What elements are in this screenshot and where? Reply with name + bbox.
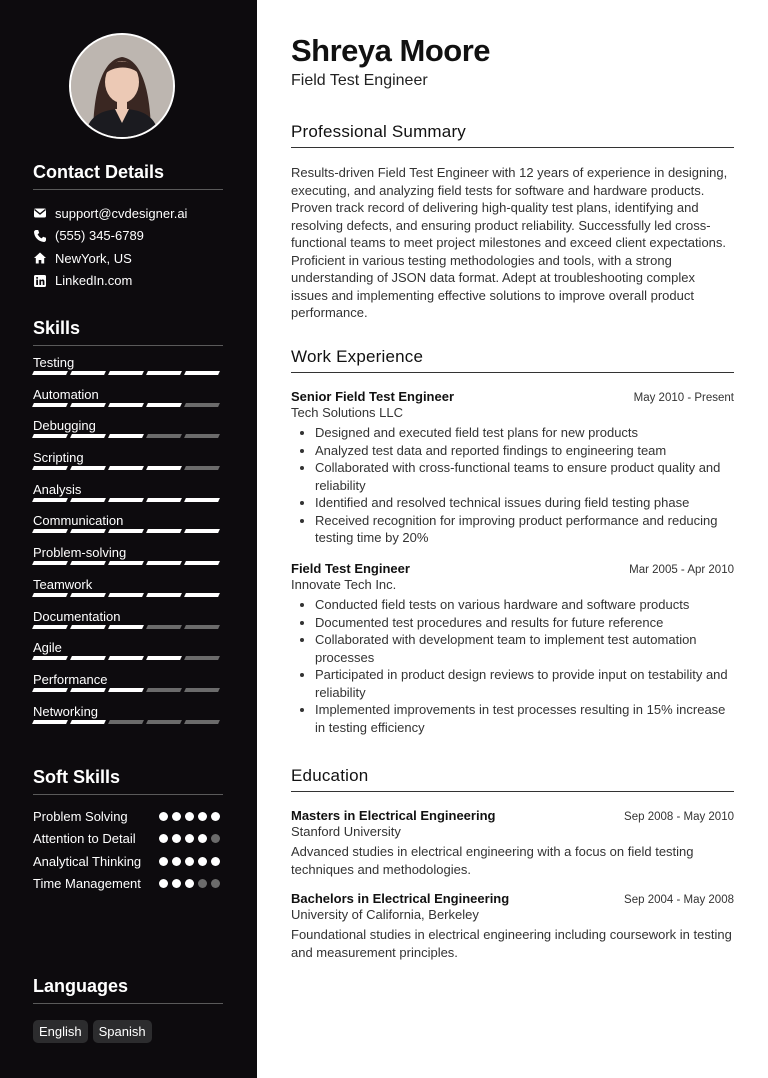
skill-name: Networking bbox=[33, 703, 99, 719]
job-bullet: • Designed and executed field test plans for new products bbox=[315, 424, 734, 442]
skill-level-segment bbox=[108, 688, 144, 692]
soft-skill-name: Attention to Detail bbox=[33, 831, 136, 846]
skill-level-segment bbox=[70, 561, 106, 565]
language-badge: Spanish bbox=[93, 1020, 152, 1043]
skill-level-bar bbox=[33, 498, 223, 502]
skill-item bbox=[33, 418, 223, 450]
skill-level-segment bbox=[108, 466, 144, 470]
skill-level-segment bbox=[146, 403, 182, 407]
soft-skill-item bbox=[33, 853, 223, 870]
skill-level-bar bbox=[33, 371, 223, 375]
summary-text: Results-driven Field Test Engineer with 12 years of experience in designing, executing, and analyzing field tests for software and hardware products. Proven track record of delivering high-quality test plans, identifying and resolving defects, and ensuring product reliability. Successfully led cross-functional teams to meet project milestones and exceed client expectations. Proficient in various testing methodologies and tools, with a strong understanding of JSON data format. Adept at troubleshooting complex issues and implementing effective solutions to improve overall product performance. bbox=[291, 165, 728, 320]
skill-level-segment bbox=[32, 561, 68, 565]
skill-level-segment bbox=[70, 371, 106, 375]
skill-level-segment bbox=[108, 403, 144, 407]
rating-dot bbox=[172, 879, 181, 888]
skill-level-segment bbox=[70, 720, 106, 724]
skill-level-segment bbox=[70, 434, 106, 438]
skill-level-bar bbox=[33, 434, 223, 438]
soft-skill-item bbox=[33, 875, 223, 892]
skill-level-segment bbox=[146, 466, 182, 470]
skill-level-segment bbox=[108, 625, 144, 629]
skill-level-segment bbox=[146, 371, 182, 375]
rating-dot bbox=[211, 812, 220, 821]
job-bullet: • Collaborated with cross-functional teams to ensure product quality and reliability bbox=[315, 459, 734, 494]
skill-level-segment bbox=[108, 498, 144, 502]
skill-level-segment bbox=[184, 561, 220, 565]
skill-level-segment bbox=[146, 561, 182, 565]
skill-level-bar bbox=[33, 529, 223, 533]
soft-skill-rating bbox=[159, 875, 220, 888]
rating-dot bbox=[159, 857, 168, 866]
skill-level-bar bbox=[33, 593, 223, 597]
language-badge: English bbox=[33, 1020, 88, 1043]
contact-heading: Contact Details bbox=[33, 162, 223, 190]
skill-level-segment bbox=[108, 371, 144, 375]
education-date: Sep 2008 - May 2010 bbox=[624, 811, 734, 823]
skill-name: Agile bbox=[33, 640, 62, 656]
job-entry bbox=[291, 389, 734, 547]
rating-dot bbox=[198, 879, 207, 888]
languages-heading: Languages bbox=[33, 976, 223, 1004]
soft-skill-rating bbox=[159, 808, 220, 821]
skill-item bbox=[33, 387, 223, 419]
skill-level-segment bbox=[70, 688, 106, 692]
soft-skills-list bbox=[33, 808, 223, 892]
skill-level-segment bbox=[184, 625, 220, 629]
skill-level-segment bbox=[32, 625, 68, 629]
skill-item bbox=[33, 482, 223, 514]
skill-level-segment bbox=[146, 720, 182, 724]
skill-level-bar bbox=[33, 561, 223, 565]
school-name: Stanford University bbox=[291, 824, 401, 839]
education-entry bbox=[291, 808, 734, 878]
contact-phone-text: (555) 345-6789 bbox=[55, 228, 144, 244]
job-bullets bbox=[291, 424, 734, 547]
soft-skills-section bbox=[33, 767, 223, 892]
soft-skill-rating bbox=[159, 853, 220, 866]
skill-item bbox=[33, 640, 223, 672]
degree-title: Masters in Electrical Engineering bbox=[291, 808, 496, 823]
soft-skill-name: Problem Solving bbox=[33, 809, 128, 824]
contact-section bbox=[33, 162, 223, 292]
contact-phone[interactable] bbox=[33, 225, 223, 248]
soft-skills-heading: Soft Skills bbox=[33, 767, 223, 795]
skill-level-segment bbox=[146, 688, 182, 692]
envelope-icon bbox=[33, 206, 47, 220]
skill-level-bar bbox=[33, 656, 223, 660]
rating-dot bbox=[159, 879, 168, 888]
skill-item bbox=[33, 545, 223, 577]
job-date: May 2010 - Present bbox=[633, 392, 734, 404]
experience-heading: Work Experience bbox=[291, 347, 734, 373]
skill-name: Performance bbox=[33, 671, 108, 687]
skill-level-segment bbox=[146, 656, 182, 660]
skill-level-segment bbox=[146, 529, 182, 533]
skill-level-segment bbox=[184, 720, 220, 724]
skill-name: Documentation bbox=[33, 608, 121, 624]
skill-name: Teamwork bbox=[33, 576, 93, 592]
rating-dot bbox=[185, 834, 194, 843]
skill-level-segment bbox=[32, 498, 68, 502]
education-entry bbox=[291, 891, 734, 961]
skill-level-segment bbox=[184, 466, 220, 470]
job-bullet: • Documented test procedures and results for future reference bbox=[315, 614, 734, 632]
education-heading: Education bbox=[291, 766, 734, 792]
skill-name: Automation bbox=[33, 386, 99, 402]
avatar bbox=[69, 33, 175, 139]
skill-level-segment bbox=[108, 529, 144, 533]
contact-email-text: support@cvdesigner.ai bbox=[55, 205, 188, 221]
skill-level-segment bbox=[108, 561, 144, 565]
rating-dot bbox=[172, 812, 181, 821]
skill-level-bar bbox=[33, 688, 223, 692]
job-date: Mar 2005 - Apr 2010 bbox=[629, 564, 734, 576]
skill-level-segment bbox=[146, 593, 182, 597]
job-company: Tech Solutions LLC bbox=[291, 405, 404, 420]
skill-name: Analysis bbox=[33, 481, 82, 497]
candidate-name: Shreya Moore bbox=[291, 33, 491, 68]
skill-level-segment bbox=[32, 656, 68, 660]
rating-dot bbox=[211, 879, 220, 888]
skill-item bbox=[33, 609, 223, 641]
soft-skill-name: Time Management bbox=[33, 876, 141, 891]
soft-skill-item bbox=[33, 830, 223, 847]
education-description: Foundational studies in electrical engineering including coursework in testing and measurement principles. bbox=[291, 927, 732, 960]
skills-section bbox=[33, 318, 223, 735]
job-bullet: • Implemented improvements in test processes resulting in 15% increase in testing efficiency bbox=[315, 701, 734, 736]
languages-list bbox=[33, 1020, 223, 1043]
contact-email[interactable] bbox=[33, 202, 223, 225]
job-bullet: • Conducted field tests on various hardware and software products bbox=[315, 596, 734, 614]
job-company: Innovate Tech Inc. bbox=[291, 577, 397, 592]
skill-level-segment bbox=[32, 466, 68, 470]
skill-level-segment bbox=[70, 466, 106, 470]
summary-heading: Professional Summary bbox=[291, 122, 734, 148]
degree-title: Bachelors in Electrical Engineering bbox=[291, 891, 510, 906]
job-bullet: • Identified and resolved technical issues during field testing phase bbox=[315, 494, 734, 512]
skill-level-segment bbox=[32, 434, 68, 438]
soft-skill-name: Analytical Thinking bbox=[33, 854, 142, 869]
skill-level-bar bbox=[33, 403, 223, 407]
skill-level-segment bbox=[108, 434, 144, 438]
contact-linkedin-text: LinkedIn.com bbox=[55, 273, 133, 289]
skill-level-bar bbox=[33, 625, 223, 629]
job-title: Senior Field Test Engineer bbox=[291, 389, 455, 404]
rating-dot bbox=[159, 812, 168, 821]
rating-dot bbox=[185, 879, 194, 888]
skill-level-bar bbox=[33, 720, 223, 724]
school-name: University of California, Berkeley bbox=[291, 907, 479, 922]
skill-level-segment bbox=[32, 529, 68, 533]
rating-dot bbox=[211, 834, 220, 843]
education-description: Advanced studies in electrical engineering with a focus on field testing techniques and methodologies. bbox=[291, 844, 694, 877]
skill-item bbox=[33, 450, 223, 482]
skill-level-segment bbox=[184, 656, 220, 660]
job-bullet: • Received recognition for improving product performance and reducing testing time by 20% bbox=[315, 512, 734, 547]
skill-level-segment bbox=[32, 403, 68, 407]
rating-dot bbox=[172, 857, 181, 866]
rating-dot bbox=[211, 857, 220, 866]
skill-level-segment bbox=[184, 529, 220, 533]
skill-level-segment bbox=[32, 593, 68, 597]
job-title: Field Test Engineer bbox=[291, 561, 410, 576]
skill-level-segment bbox=[108, 720, 144, 724]
languages-section bbox=[33, 976, 223, 1043]
contact-location bbox=[33, 247, 223, 270]
skill-level-segment bbox=[184, 403, 220, 407]
rating-dot bbox=[172, 834, 181, 843]
skill-level-segment bbox=[184, 434, 220, 438]
sidebar bbox=[0, 0, 257, 1078]
skill-level-segment bbox=[108, 593, 144, 597]
rating-dot bbox=[198, 834, 207, 843]
skill-name: Debugging bbox=[33, 418, 96, 434]
skill-level-segment bbox=[184, 688, 220, 692]
contact-location-text: NewYork, US bbox=[55, 250, 132, 266]
skill-item bbox=[33, 577, 223, 609]
job-bullet: • Participated in product design reviews to provide input on testability and reliability bbox=[315, 666, 734, 701]
skill-level-segment bbox=[70, 593, 106, 597]
skill-item bbox=[33, 672, 223, 704]
job-bullet: • Analyzed test data and reported findings to engineering team bbox=[315, 442, 734, 460]
skill-level-segment bbox=[146, 625, 182, 629]
phone-icon bbox=[33, 229, 47, 243]
rating-dot bbox=[198, 812, 207, 821]
skill-level-segment bbox=[108, 656, 144, 660]
linkedin-icon bbox=[33, 274, 47, 288]
skill-level-segment bbox=[32, 720, 68, 724]
skill-level-segment bbox=[146, 498, 182, 502]
skill-level-segment bbox=[70, 529, 106, 533]
job-entry bbox=[291, 561, 734, 736]
skill-level-segment bbox=[32, 371, 68, 375]
skill-item bbox=[33, 513, 223, 545]
contact-list bbox=[33, 202, 223, 292]
skills-list bbox=[33, 355, 223, 735]
home-icon bbox=[33, 251, 47, 265]
contact-linkedin[interactable] bbox=[33, 270, 223, 293]
skill-level-segment bbox=[70, 403, 106, 407]
skill-name: Problem-solving bbox=[33, 545, 127, 561]
skill-name: Testing bbox=[33, 355, 75, 370]
skill-item bbox=[33, 704, 223, 736]
skill-level-segment bbox=[70, 625, 106, 629]
profile-photo bbox=[71, 35, 173, 137]
job-bullets bbox=[291, 596, 734, 736]
job-bullet: • Collaborated with development team to implement test automation processes bbox=[315, 631, 734, 666]
skill-level-segment bbox=[184, 371, 220, 375]
skill-name: Communication bbox=[33, 513, 124, 529]
skill-level-segment bbox=[70, 656, 106, 660]
skill-level-segment bbox=[184, 498, 220, 502]
skill-level-segment bbox=[32, 688, 68, 692]
rating-dot bbox=[185, 812, 194, 821]
skill-level-segment bbox=[70, 498, 106, 502]
skills-heading: Skills bbox=[33, 318, 223, 346]
rating-dot bbox=[159, 834, 168, 843]
candidate-role: Field Test Engineer bbox=[291, 72, 428, 89]
skill-item bbox=[33, 355, 223, 387]
education-date: Sep 2004 - May 2008 bbox=[624, 894, 734, 906]
skill-name: Scripting bbox=[33, 450, 84, 466]
rating-dot bbox=[198, 857, 207, 866]
skill-level-bar bbox=[33, 466, 223, 470]
skill-level-segment bbox=[146, 434, 182, 438]
skill-level-segment bbox=[184, 593, 220, 597]
soft-skill-rating bbox=[159, 830, 220, 843]
soft-skill-item bbox=[33, 808, 223, 825]
rating-dot bbox=[185, 857, 194, 866]
